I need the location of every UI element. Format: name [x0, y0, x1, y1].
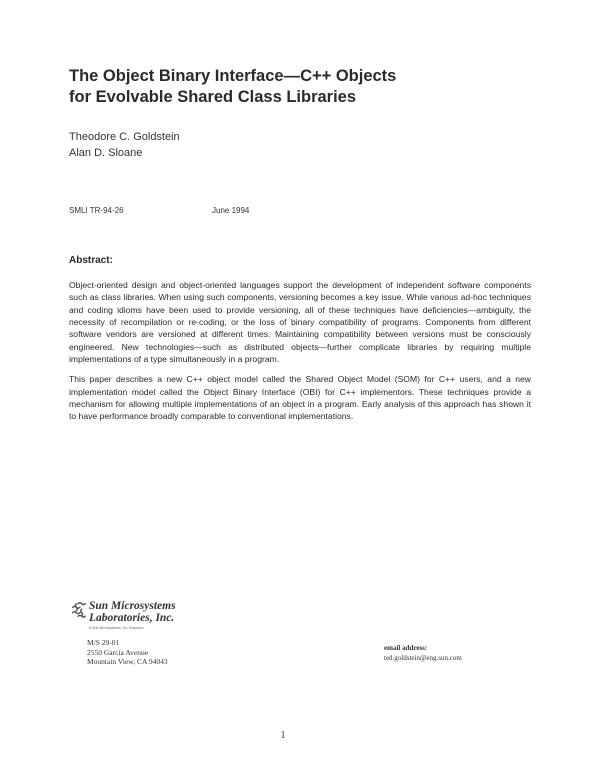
address-line: 2550 Garcia Avenue: [87, 647, 149, 657]
sun-labs-logo: [70, 600, 210, 636]
address-line: M/S 29-01: [87, 638, 120, 647]
email-label: email address:: [384, 644, 428, 652]
email-address: ted.goldstein@eng.sun.com: [384, 654, 462, 662]
logo-company-subname: Laboratories, Inc.: [89, 612, 175, 624]
author-name: Alan D. Sloane: [69, 147, 143, 159]
report-date: June 1994: [212, 206, 250, 215]
abstract-paragraph: Object-oriented design and object-oriented languages support the development of independent software components such as class libraries. When using such components, versioning becomes a key issue. While various ad-hoc techniques and coding idioms have been used to provide versioning, all of these techniques have deficiencies—ambiguity, the necessity of recompilation or re-coding, or the loss of binary compatibility of programs. Components from different software vendors are versioned at different times. Maintaining compatibility between versions must be consciously engineered. New technologies—such as distributed objects—further complicate libraries by requiring multiple implementations of a type simultaneously in a program.: [69, 280, 531, 365]
title-line-2: for Evolvable Shared Class Libraries: [69, 88, 357, 106]
address-line: Mountain View, CA 94043: [87, 657, 168, 666]
author-list: [69, 129, 180, 161]
author-name: Theodore C. Goldstein: [69, 131, 180, 143]
logo-company-name: Sun Microsystems: [89, 600, 176, 612]
sun-logo-icon: [70, 601, 88, 619]
page-number: 1: [280, 730, 286, 741]
logo-tagline: A Sun Microsystems, Inc. Business: [89, 626, 144, 630]
report-id: SMLI TR-94-26: [69, 206, 124, 215]
abstract-paragraph: This paper describes a new C++ object model called the Shared Object Model (SOM) for C++ users, and a new implementation model called the Object Binary Interface (OBI) for C++ implementors. These techniques provide a mechanism for allowing multiple implementations of an object in a program. Early analysis of this approach has shown it to have performance broadly comparable to conventional implementations.: [69, 374, 531, 422]
abstract-body: [69, 279, 531, 431]
paper-title: [69, 66, 396, 108]
email-block: [384, 643, 462, 663]
abstract-heading: Abstract:: [69, 255, 113, 266]
title-line-1: The Object Binary Interface—C++ Objects: [69, 67, 397, 85]
mailing-address: [87, 638, 168, 667]
